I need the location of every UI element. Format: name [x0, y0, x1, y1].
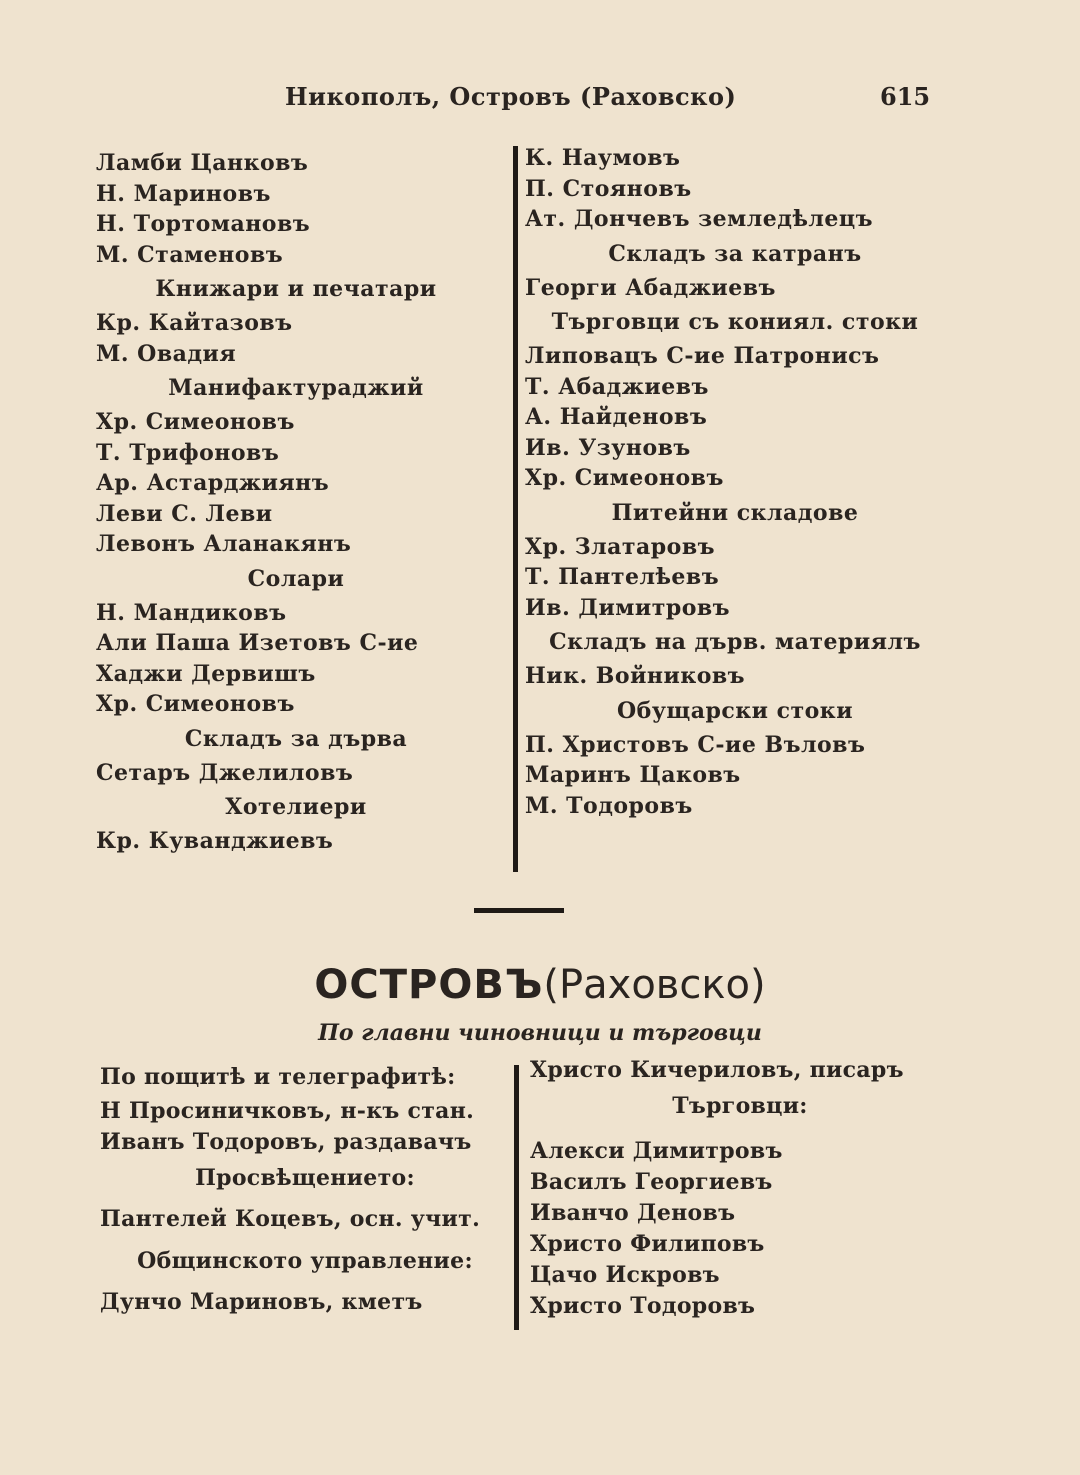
list-item: Т. Абаджиевъ	[525, 373, 709, 400]
list-item: Н. Тортомановъ	[96, 211, 311, 237]
category-heading: Складъ за катранъ	[608, 240, 862, 267]
list-item: Кр. Куванджиевъ	[96, 828, 334, 854]
list-item: Василъ Георгиевъ	[530, 1169, 773, 1195]
section-title	[0, 962, 1080, 1008]
list-item: Хаджи Дервишъ	[96, 660, 316, 687]
column-divider	[513, 146, 518, 872]
list-item: Ив. Узуновъ	[525, 434, 691, 461]
running-title: Никополъ, Островъ (Раховско)	[285, 82, 737, 111]
list-item: П. Христовъ С-ие Въловъ	[525, 731, 866, 758]
list-item: Н. Мариновъ	[96, 180, 271, 207]
page-number: 615	[880, 82, 931, 111]
list-item: Пантелей Коцевъ, осн. учит.	[100, 1206, 481, 1232]
list-item: Т. Пантелѣевъ	[525, 564, 720, 590]
list-item: Хр. Симеоновъ	[96, 409, 295, 435]
list-item: Сетаръ Джелиловъ	[96, 759, 354, 786]
list-item: М. Овадия	[96, 340, 237, 367]
bottom-right-column	[530, 1055, 950, 1322]
list-item: Цачо Искровъ	[530, 1262, 720, 1288]
category-heading: Обущарски стоки	[616, 697, 854, 724]
category-heading: Общинското управление:	[137, 1248, 473, 1274]
category-heading: Просвѣщението:	[195, 1165, 415, 1191]
list-item: Хр. Златаровъ	[525, 533, 716, 560]
page-header	[0, 82, 1080, 122]
list-item: Н Просиничковъ, н-къ стан.	[100, 1098, 475, 1124]
list-item: Али Паша Изетовъ С-ие	[96, 630, 419, 656]
list-item: Иванчо Деновъ	[530, 1200, 736, 1226]
list-item: Христо Филиповъ	[530, 1231, 765, 1257]
category-heading: Складъ за дърва	[184, 725, 408, 752]
section-title-main: ОСТРОВЪ	[314, 962, 544, 1008]
category-heading: Питейни складове	[611, 499, 859, 526]
category-heading: Книжари и печатари	[155, 276, 437, 302]
list-item: Георги Абаджиевъ	[525, 274, 776, 301]
list-item: К. Наумовъ	[525, 145, 681, 171]
list-item: Ник. Войниковъ	[525, 663, 746, 689]
right-column	[525, 143, 945, 821]
column-divider	[514, 1065, 519, 1330]
list-item: Дунчо Мариновъ, кметъ	[100, 1289, 423, 1315]
list-item: Христо Кичериловъ, писаръ	[530, 1057, 904, 1083]
category-heading: Манифактураджий	[168, 375, 424, 401]
list-item: Ламби Цанковъ	[96, 150, 309, 176]
list-item: Ат. Дончевъ земледѣлецъ	[525, 206, 874, 232]
section-title-sub: (Раховско)	[543, 962, 766, 1008]
list-item: М. Стаменовъ	[96, 241, 284, 268]
list-item: Маринъ Цаковъ	[525, 762, 741, 788]
list-item: Ив. Димитровъ	[525, 594, 731, 621]
list-item: Кр. Кайтазовъ	[96, 310, 293, 336]
category-heading: Търговци:	[672, 1093, 808, 1119]
category-heading: Солари	[247, 565, 345, 592]
category-heading: Търговци съ кониял. стоки	[551, 309, 919, 335]
list-item: Левонъ Аланакянъ	[96, 531, 352, 557]
list-item: Алекси Димитровъ	[530, 1138, 783, 1164]
list-item: Липовацъ С-ие Патронисъ	[525, 343, 880, 369]
list-item: Хр. Симеоновъ	[96, 691, 295, 717]
category-heading: Складъ на дърв. материялъ	[549, 629, 921, 655]
list-item: М. Тодоровъ	[525, 792, 693, 819]
category-heading: По пощитѣ и телеграфитѣ:	[100, 1064, 456, 1090]
list-item: Леви С. Леви	[96, 500, 273, 527]
list-item: Н. Мандиковъ	[96, 599, 287, 626]
bottom-left-column	[100, 1058, 510, 1318]
list-item: А. Найденовъ	[525, 404, 708, 430]
list-item: Т. Трифоновъ	[96, 439, 280, 466]
list-item: Ар. Астарджиянъ	[96, 470, 330, 496]
list-item: Иванъ Тодоровъ, раздавачъ	[100, 1129, 472, 1155]
category-heading: Хотелиери	[225, 794, 367, 820]
section-divider	[474, 908, 564, 913]
list-item: П. Стояновъ	[525, 175, 692, 202]
list-item: Христо Тодоровъ	[530, 1293, 756, 1319]
left-column	[96, 148, 496, 857]
list-item: Хр. Симеоновъ	[525, 465, 724, 491]
section-subtitle: По главни чиновници и търговци	[318, 1020, 762, 1046]
